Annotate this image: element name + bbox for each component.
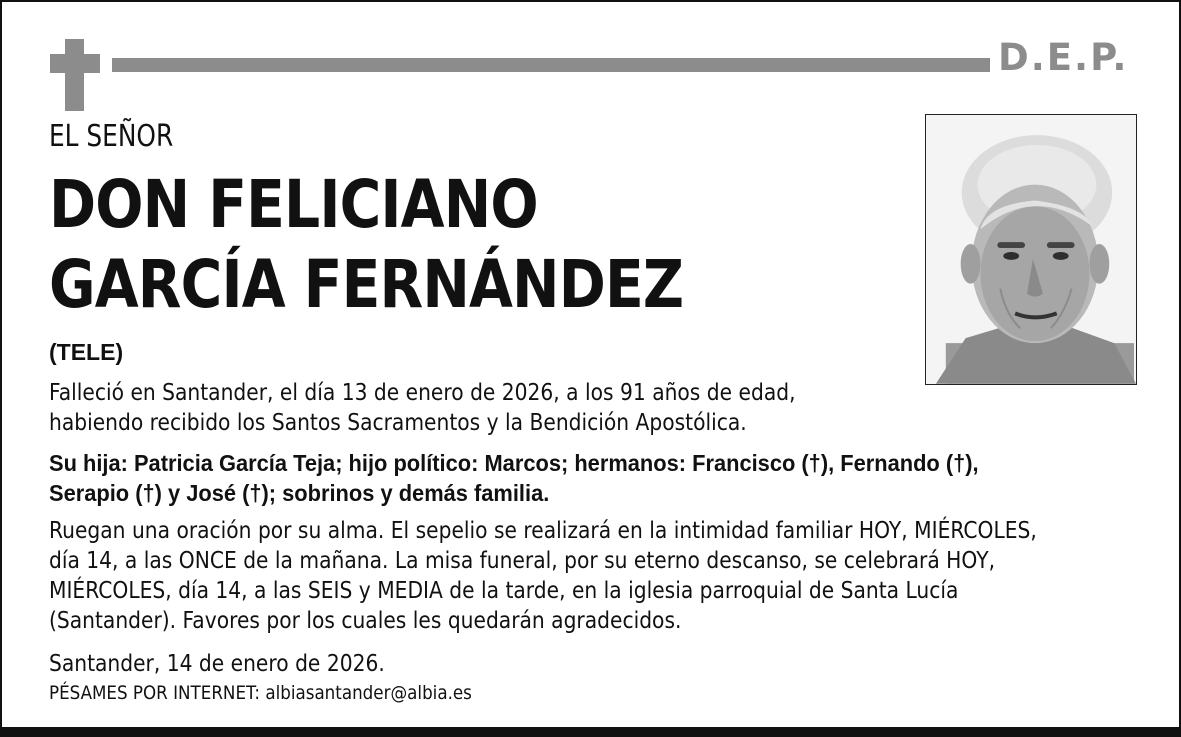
portrait-image bbox=[926, 115, 1136, 384]
portrait-photo bbox=[925, 114, 1137, 385]
death-notice bbox=[49, 378, 796, 438]
nickname: (TELE) bbox=[49, 339, 124, 365]
dep-label: D.E.P. bbox=[998, 36, 1129, 79]
honorific: EL SEÑOR bbox=[49, 119, 174, 154]
service-line: Ruegan una oración por su alma. El sepelio se realizará en la intimidad familiar HOY, MIÉRCOLES, bbox=[49, 518, 1037, 544]
service-line: (Santander). Favores por los cuales les quedarán agradecidos. bbox=[49, 608, 682, 634]
family-line: Serapio (†) y José (†); sobrinos y demás familia. bbox=[49, 480, 550, 506]
deceased-name-line2: GARCÍA FERNÁNDEZ bbox=[49, 246, 684, 323]
service-line: MIÉRCOLES, día 14, a las SEIS y MEDIA de la tarde, en la iglesia parroquial de Santa Lucía bbox=[49, 578, 959, 604]
death-line: Falleció en Santander, el día 13 de enero de 2026, a los 91 años de edad, bbox=[49, 380, 796, 406]
condolences-contact: PÉSAMES POR INTERNET: albiasantander@albia.es bbox=[49, 682, 472, 704]
service-line: día 14, a las ONCE de la mañana. La misa funeral, por su eterno descanso, se celebrará HOY, bbox=[49, 548, 996, 574]
family-list bbox=[49, 448, 979, 508]
death-line: habiendo recibido los Santos Sacramentos y la Bendición Apostólica. bbox=[49, 410, 747, 436]
service-details bbox=[49, 516, 1037, 636]
header-rule bbox=[112, 58, 990, 72]
family-line: Su hija: Patricia García Teja; hijo político: Marcos; hermanos: Francisco (†), Fernando (†), bbox=[49, 450, 979, 476]
cross-icon bbox=[50, 39, 100, 111]
place-date: Santander, 14 de enero de 2026. bbox=[49, 651, 385, 677]
deceased-name-line1: DON FELICIANO bbox=[49, 166, 538, 243]
